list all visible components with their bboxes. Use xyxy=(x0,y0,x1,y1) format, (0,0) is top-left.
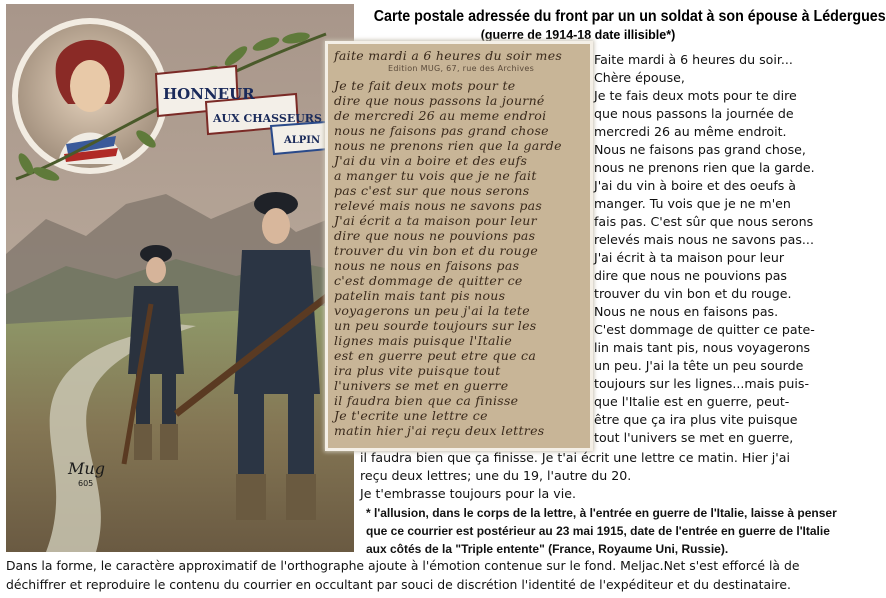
letter-line: lignes mais puisque l'Italie xyxy=(334,333,513,348)
transcription-line: que l'Italie est en guerre, peut- xyxy=(594,394,790,409)
letter-line: l'univers se met en guerre xyxy=(334,378,509,393)
letter-line: dire que nous ne pouvions pas xyxy=(334,228,536,243)
transcription-line: lin mais tant pis, nous voyagerons xyxy=(594,340,811,355)
page-subtitle: (guerre de 1914-18 date illisible*) xyxy=(480,28,676,42)
letter-line: de mercredi 26 au meme endroi xyxy=(334,108,547,123)
caption-line: déchiffrer et reproduire le contenu du courrier en occultant par souci de discrétion l'identité de l'expéditeur et du destinataire. xyxy=(6,577,791,592)
letter-line: J'ai du vin a boire et des eufs xyxy=(334,153,528,168)
letter-line: Je te fait deux mots pour te xyxy=(334,78,516,93)
banner-text-2: AUX CHASSEURS xyxy=(213,112,322,125)
letter-line: matin hier j'ai reçu deux lettres xyxy=(334,423,545,438)
transcription-continuation: reçu deux lettres; une du 19, l'autre du 20. xyxy=(360,468,632,483)
footnote-line: * l'allusion, dans le corps de la lettre, à l'entrée en guerre de l'Italie, laisse à penser xyxy=(366,506,837,520)
letter-line: faite mardi a 6 heures du soir mes xyxy=(334,48,563,63)
banner-text-3: ALPIN xyxy=(284,135,321,146)
letter-line: est en guerre peut etre que ca xyxy=(334,348,537,363)
page-title: Carte postale adressée du front par un un soldat à son épouse à Lédergues xyxy=(373,8,886,25)
letter-line: nous ne prenons rien que la garde xyxy=(334,138,562,153)
letter-line: un peu sourde toujours sur les xyxy=(334,318,537,333)
letter-line: Je t'ecrite une lettre ce xyxy=(334,408,488,423)
letter-line: c'est dommage de quitter ce xyxy=(334,273,523,288)
letter-scan xyxy=(328,44,590,448)
transcription-line: manger. Tu vois que je ne m'en xyxy=(594,196,791,211)
letter-line: J'ai écrit a ta maison pour leur xyxy=(334,213,537,228)
transcription-continuation: Je t'embrasse toujours pour la vie. xyxy=(360,486,576,501)
transcription-line: trouver du vin bon et du rouge. xyxy=(594,286,792,301)
transcription-line: être que ça ira plus vite puisque xyxy=(594,412,798,427)
transcription-line: relevés mais nous ne savons pas... xyxy=(594,232,814,247)
postcard-illustration xyxy=(6,4,354,552)
postcard-image xyxy=(6,4,354,552)
transcription-line: Faite mardi à 6 heures du soir... xyxy=(594,52,793,67)
transcription-line: C'est dommage de quitter ce pate- xyxy=(594,322,815,337)
caption-line: Dans la forme, le caractère approximatif de l'orthographe ajoute à l'émotion contenue sur le fond. Meljac.Net s'est efforcé là de xyxy=(6,558,800,573)
transcription-line: Chère épouse, xyxy=(594,70,685,85)
transcription-continuation: il faudra bien que ça finisse. Je t'ai écrit une lettre ce matin. Hier j'ai xyxy=(360,450,790,465)
transcription-line: mercredi 26 au même endroit. xyxy=(594,124,787,139)
transcription-line: fais pas. C'est sûr que nous serons xyxy=(594,214,814,229)
artist-signature: Mug xyxy=(68,459,105,478)
letter-line: trouver du vin bon et du rouge xyxy=(334,243,539,258)
letter-line: dire que nous passons la journé xyxy=(334,93,545,108)
transcription-line: J'ai du vin à boire et des oeufs à xyxy=(594,178,797,193)
footnote-line: que ce courrier est postérieur au 23 mai 1915, date de l'entrée en guerre de l'Italie xyxy=(366,524,830,538)
transcription-line: toujours sur les lignes...mais puis- xyxy=(594,376,810,391)
transcription-line: un peu. J'ai la tête un peu sourde xyxy=(594,358,804,373)
transcription-line: dire que nous ne pouvions pas xyxy=(594,268,787,283)
letter-line: voyagerons un peu j'ai la tete xyxy=(334,303,530,318)
transcription-line: Nous ne faisons pas grand chose, xyxy=(594,142,806,157)
letter-line: patelin mais tant pis nous xyxy=(334,288,506,303)
letter-line: il faudra bien que ca finisse xyxy=(334,393,519,408)
banner-text-1: HONNEUR xyxy=(163,85,255,103)
letter-line: nous ne nous en faisons pas xyxy=(334,258,520,273)
transcription-line: Nous ne nous en faisons pas. xyxy=(594,304,779,319)
transcription-line: Je te fais deux mots pour te dire xyxy=(594,88,797,103)
letter-printed-header: Edition MUG, 67, rue des Archives xyxy=(388,64,535,73)
letter-line: pas c'est sur que nous serons xyxy=(334,183,530,198)
transcription-line: nous ne prenons rien que la garde. xyxy=(594,160,815,175)
letter-line: nous ne faisons pas grand chose xyxy=(334,123,549,138)
artist-signature-number: 605 xyxy=(78,479,94,488)
letter-line: relevé mais nous ne savons pas xyxy=(334,198,543,213)
transcription-line: J'ai écrit à ta maison pour leur xyxy=(594,250,785,265)
letter-line: ira plus vite puisque tout xyxy=(334,363,501,378)
footnote-line: aux côtés de la "Triple entente" (France, Royaume Uni, Russie). xyxy=(366,542,729,556)
transcription-line: que nous passons la journée de xyxy=(594,106,794,121)
transcription-line: tout l'univers se met en guerre, xyxy=(594,430,794,445)
letter-line: a manger tu vois que je ne fait xyxy=(334,168,537,183)
